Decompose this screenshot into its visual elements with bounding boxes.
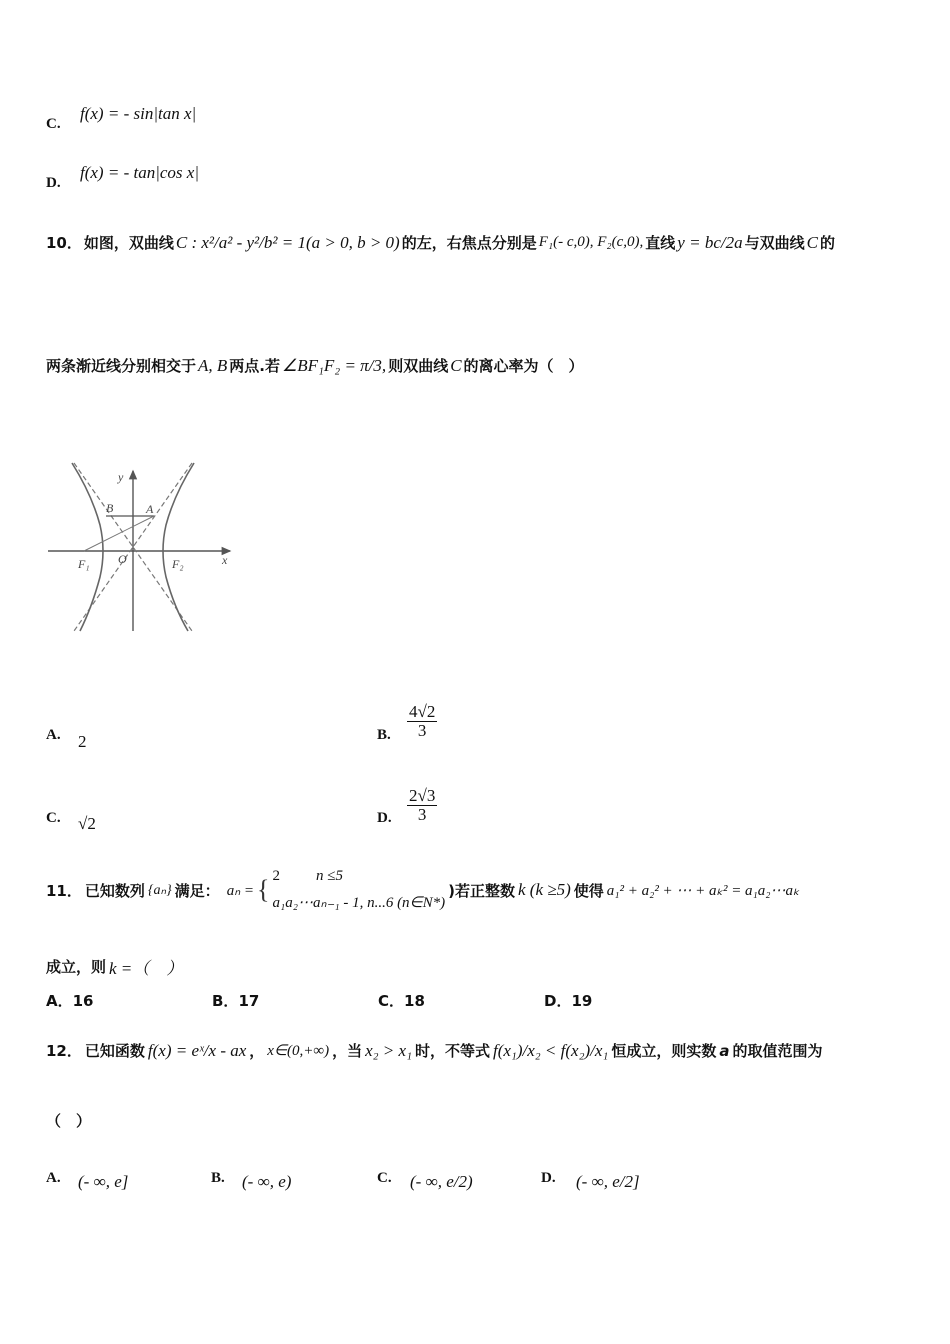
q12-domain: x∈(0,+∞) xyxy=(267,1043,330,1059)
label-b: B xyxy=(106,501,114,515)
q10-foci: F₁(- c,0), F₂(c,0), xyxy=(538,234,644,250)
q11-options xyxy=(46,990,710,1011)
q11-k-eq: k =（ ） xyxy=(109,959,184,978)
q12-paren: （ ） xyxy=(46,1112,92,1130)
q12-cond: x₂ > x₁ xyxy=(365,1040,412,1060)
q10-curve: C xyxy=(806,232,818,252)
q10-text-left: 的左，右焦点分别是 xyxy=(401,234,537,252)
q11-k-cond: k (k ≥5) xyxy=(518,880,571,899)
q10-option-d-label: D. xyxy=(377,810,392,826)
q12-number: 12． xyxy=(46,1042,82,1060)
q11-case1-val: 2 xyxy=(272,868,281,884)
option-d-formula: f(x) = - tan|cos x| xyxy=(80,163,199,182)
label-x: x xyxy=(222,553,228,567)
q12-option-a-label: A. xyxy=(46,1170,61,1186)
q11-option-c: C．18 xyxy=(378,992,425,1010)
q11-text-k: )若正整数 xyxy=(448,881,515,900)
q10-option-b-num: 4√2 xyxy=(409,702,436,721)
q10-number: 10． xyxy=(46,234,82,252)
segment-f1a xyxy=(84,516,154,551)
q10-hyperbola: C : x²/a² - y²/b² = 1(a > 0, b > 0) xyxy=(175,232,400,252)
q12-option-c-label: C. xyxy=(377,1170,392,1186)
q10-line-eq: y = bc/2a xyxy=(677,232,743,252)
q10-points: A, B xyxy=(198,355,228,375)
q12-text-ineq: 时，不等式 xyxy=(414,1042,490,1060)
label-f2: F₂ xyxy=(172,557,184,571)
q11-cond: 满足： xyxy=(174,881,220,900)
q10-option-d-frac xyxy=(405,787,439,824)
label-y: y xyxy=(118,470,124,484)
q10-option-a-label: A. xyxy=(46,727,61,743)
q11-option-b: B．17 xyxy=(212,992,260,1010)
q10-option-a-value: 2 xyxy=(78,732,87,751)
q10-curve-2: C xyxy=(450,355,462,375)
q10-lead: 如图，双曲线 xyxy=(83,234,174,252)
q12-comma: ， xyxy=(249,1042,265,1060)
option-d-label: D. xyxy=(46,175,61,191)
q10-option-b-frac xyxy=(405,703,439,740)
q10-text-de: 的 xyxy=(819,234,835,252)
q10-line2-d: 的离心率为（ ） xyxy=(463,357,584,375)
q11-line2 xyxy=(46,954,183,979)
q11-text-make: 使得 xyxy=(573,881,604,900)
q12-lead: 已知函数 xyxy=(84,1042,145,1060)
q10-option-d-num: 2√3 xyxy=(409,786,436,805)
q10-option-d-den: 3 xyxy=(417,804,427,824)
option-c-formula: f(x) = - sin|tan x| xyxy=(80,104,197,123)
right-branch xyxy=(163,463,194,631)
q11-option-a: A．16 xyxy=(46,992,94,1010)
q11-lead: 已知数列 xyxy=(84,881,145,900)
q11-case2: a₁a₂⋯aₙ₋₁ - 1, n...6 (n∈N*) xyxy=(272,895,446,911)
q11-seq: {aₙ} xyxy=(147,882,172,898)
hyperbola-figure xyxy=(44,455,240,635)
q10-option-b-den: 3 xyxy=(417,720,427,740)
q10-option-c-label: C. xyxy=(46,810,61,826)
q12-option-d-label: D. xyxy=(541,1170,556,1186)
q12-tail2: 的取值范围为 xyxy=(732,1042,823,1060)
q11-line2-text: 成立，则 xyxy=(46,958,107,976)
q10-line2 xyxy=(46,355,584,376)
q12-option-b-value: (- ∞, e) xyxy=(242,1172,292,1191)
left-branch xyxy=(72,463,103,631)
q12-var-a: a xyxy=(719,1041,730,1060)
q12-option-b-label: B. xyxy=(211,1170,225,1186)
q11-option-d: D．19 xyxy=(544,992,593,1010)
q10-angle: ∠BF₁F₂ = π/3, xyxy=(282,355,387,375)
q10-line1 xyxy=(46,232,835,253)
q10-line2-b: 两点.若 xyxy=(229,357,280,375)
q12-func: f(x) = eˣ/x - ax xyxy=(147,1040,247,1060)
q11-equation: a₁² + a₂² + ⋯ + aₖ² = a₁a₂⋯aₖ xyxy=(606,882,800,899)
q11-case1-cond: n ≤5 xyxy=(316,868,344,884)
q10-text-with: 与双曲线 xyxy=(744,234,805,252)
option-c-label: C. xyxy=(46,116,61,132)
q11-number: 11． xyxy=(46,881,82,900)
q12-when: ，当 xyxy=(332,1042,363,1060)
q10-option-c-value: √2 xyxy=(78,814,96,833)
q12-option-a-value: (- ∞, e] xyxy=(78,1172,129,1191)
q12-line1 xyxy=(46,1040,823,1061)
label-o: O xyxy=(118,552,127,566)
q10-option-b-label: B. xyxy=(377,727,391,743)
q11-piecewise xyxy=(273,868,446,912)
q12-option-c-value: (- ∞, e/2) xyxy=(410,1172,473,1191)
label-a: A xyxy=(146,502,154,516)
q12-tail: 恒成立，则实数 xyxy=(611,1042,717,1060)
q10-line2-a: 两条渐近线分别相交于 xyxy=(46,357,197,375)
q10-line2-c: 则双曲线 xyxy=(388,357,449,375)
q10-text-line: 直线 xyxy=(645,234,676,252)
q12-option-d-value: (- ∞, e/2] xyxy=(576,1172,640,1191)
q12-ineq: f(x₁)/x₂ < f(x₂)/x₁ xyxy=(493,1040,609,1060)
label-f1: F₁ xyxy=(78,557,90,571)
q11-line1: 11． 已知数列 {aₙ} 满足： aₙ = { 2 n ≤5 a₁a₂⋯aₙ₋₁ - 1, n...6 (n∈N*) )若正整数 k (k ≥5) 使得 a₁² + a₂² + ⋯ + aₖ² = a₁a₂⋯aₖ xyxy=(46,868,800,911)
